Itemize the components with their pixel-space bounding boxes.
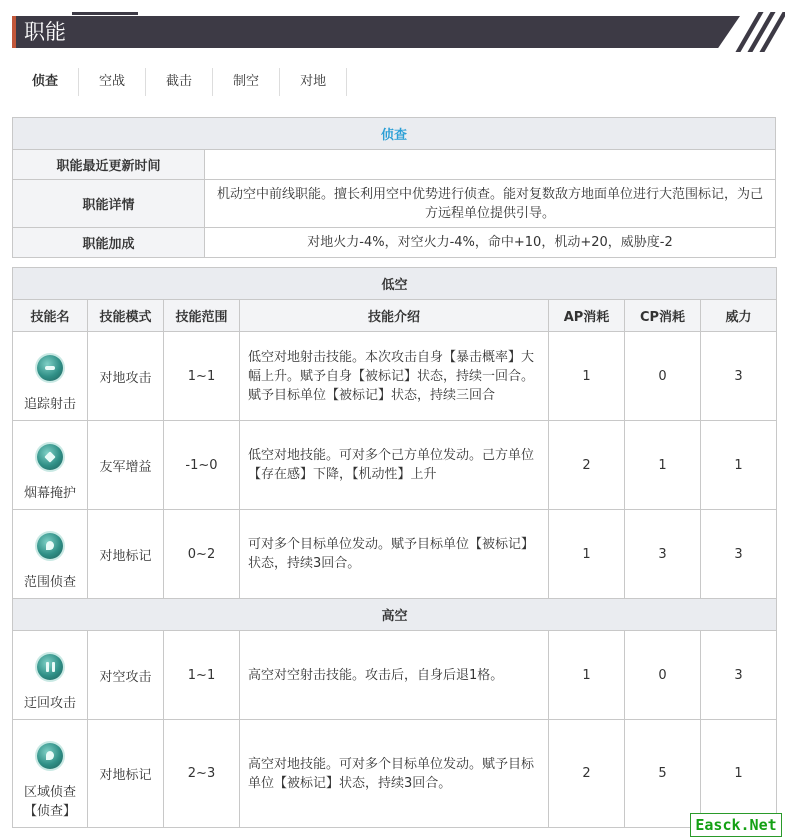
col-header-desc: 技能介绍 [240, 300, 549, 332]
banner-bar [12, 16, 740, 48]
tab-ground-attack[interactable]: 对地 [280, 68, 347, 96]
target-bar-icon [37, 355, 63, 381]
skill-name-cell [13, 421, 88, 510]
skill-power: 1 [701, 421, 777, 510]
tab-recon[interactable]: 侦查 [12, 68, 79, 96]
section-title-high: 高空 [13, 599, 777, 631]
skill-desc: 可对多个目标单位发动。赋予目标单位【被标记】状态，持续3回合。 [240, 510, 549, 599]
skill-range: -1~0 [164, 421, 240, 510]
tab-air-combat[interactable]: 空战 [79, 68, 146, 96]
skill-name: 迂回攻击 [23, 696, 76, 711]
skill-name: 烟幕掩护 [23, 486, 76, 501]
col-header-name: 技能名 [13, 300, 88, 332]
page-header-banner [12, 12, 777, 50]
skill-desc: 高空对空射击技能。攻击后，自身后退1格。 [240, 631, 549, 720]
skill-name: 追踪射击 [23, 397, 76, 412]
skill-power: 1 [701, 720, 777, 828]
table-row [13, 720, 777, 828]
section-title-low: 低空 [13, 268, 777, 300]
skill-mode: 友军增益 [88, 421, 164, 510]
role-tabs [12, 68, 347, 96]
skill-mode: 对空攻击 [88, 631, 164, 720]
skill-ap: 1 [549, 332, 625, 421]
skill-range: 0~2 [164, 510, 240, 599]
skill-name: 范围侦查 [23, 575, 76, 590]
tab-intercept[interactable]: 截击 [146, 68, 213, 96]
banner-stripes [733, 12, 777, 52]
swirl-icon [37, 743, 63, 769]
info-label-updated: 职能最近更新时间 [13, 150, 205, 180]
skill-desc: 低空对地技能。可对多个己方单位发动。己方单位【存在感】下降，【机动性】上升 [240, 421, 549, 510]
star-emblem-icon [37, 444, 63, 470]
skill-ap: 1 [549, 510, 625, 599]
table-row [13, 631, 777, 720]
tab-air-superiority[interactable]: 制空 [213, 68, 280, 96]
skill-name-cell [13, 332, 88, 421]
skill-name-cell [13, 720, 88, 828]
skill-ap: 2 [549, 720, 625, 828]
skill-power: 3 [701, 631, 777, 720]
info-value-bonus: 对地火力-4%，对空火力-4%，命中+10，机动+20，威胁度-2 [205, 228, 776, 258]
banner-accent [12, 16, 16, 48]
table-row [13, 510, 777, 599]
role-info-table [12, 117, 776, 258]
skill-cp: 0 [625, 332, 701, 421]
info-value-details: 机动空中前线职能。擅长利用空中优势进行侦查。能对复数敌方地面单位进行大范围标记，为己方远程单位提供引导。 [205, 180, 776, 228]
info-value-updated [205, 150, 776, 180]
skill-mode: 对地攻击 [88, 332, 164, 421]
skill-cp: 5 [625, 720, 701, 828]
table-row [13, 421, 777, 510]
swirl-icon [37, 533, 63, 559]
skill-power: 3 [701, 510, 777, 599]
skill-power: 3 [701, 332, 777, 421]
skill-mode: 对地标记 [88, 510, 164, 599]
skill-cp: 1 [625, 421, 701, 510]
info-label-details: 职能详情 [13, 180, 205, 228]
banner-decoration [72, 12, 138, 15]
col-header-ap: AP消耗 [549, 300, 625, 332]
info-label-bonus: 职能加成 [13, 228, 205, 258]
skill-desc: 低空对地射击技能。本次攻击自身【暴击概率】大幅上升。赋予自身【被标记】状态，持续一回合。赋予目标单位【被标记】状态，持续三回合 [240, 332, 549, 421]
skill-ap: 1 [549, 631, 625, 720]
col-header-power: 威力 [701, 300, 777, 332]
skill-mode: 对地标记 [88, 720, 164, 828]
skill-range: 1~1 [164, 332, 240, 421]
col-header-range: 技能范围 [164, 300, 240, 332]
col-header-cp: CP消耗 [625, 300, 701, 332]
skill-cp: 0 [625, 631, 701, 720]
skill-name: 区域侦查【侦查】 [23, 785, 76, 819]
double-bar-icon [37, 654, 63, 680]
skill-ap: 2 [549, 421, 625, 510]
skill-cp: 3 [625, 510, 701, 599]
col-header-mode: 技能模式 [88, 300, 164, 332]
skill-range: 2~3 [164, 720, 240, 828]
page-title: 职能 [24, 20, 66, 44]
skill-desc: 高空对地技能。可对多个目标单位发动。赋予目标单位【被标记】状态，持续3回合。 [240, 720, 549, 828]
skill-range: 1~1 [164, 631, 240, 720]
site-watermark: Easck.Net [690, 813, 782, 837]
table-row [13, 332, 777, 421]
info-heading: 侦查 [13, 118, 776, 150]
skill-name-cell [13, 631, 88, 720]
skills-table [12, 267, 777, 828]
skill-name-cell [13, 510, 88, 599]
